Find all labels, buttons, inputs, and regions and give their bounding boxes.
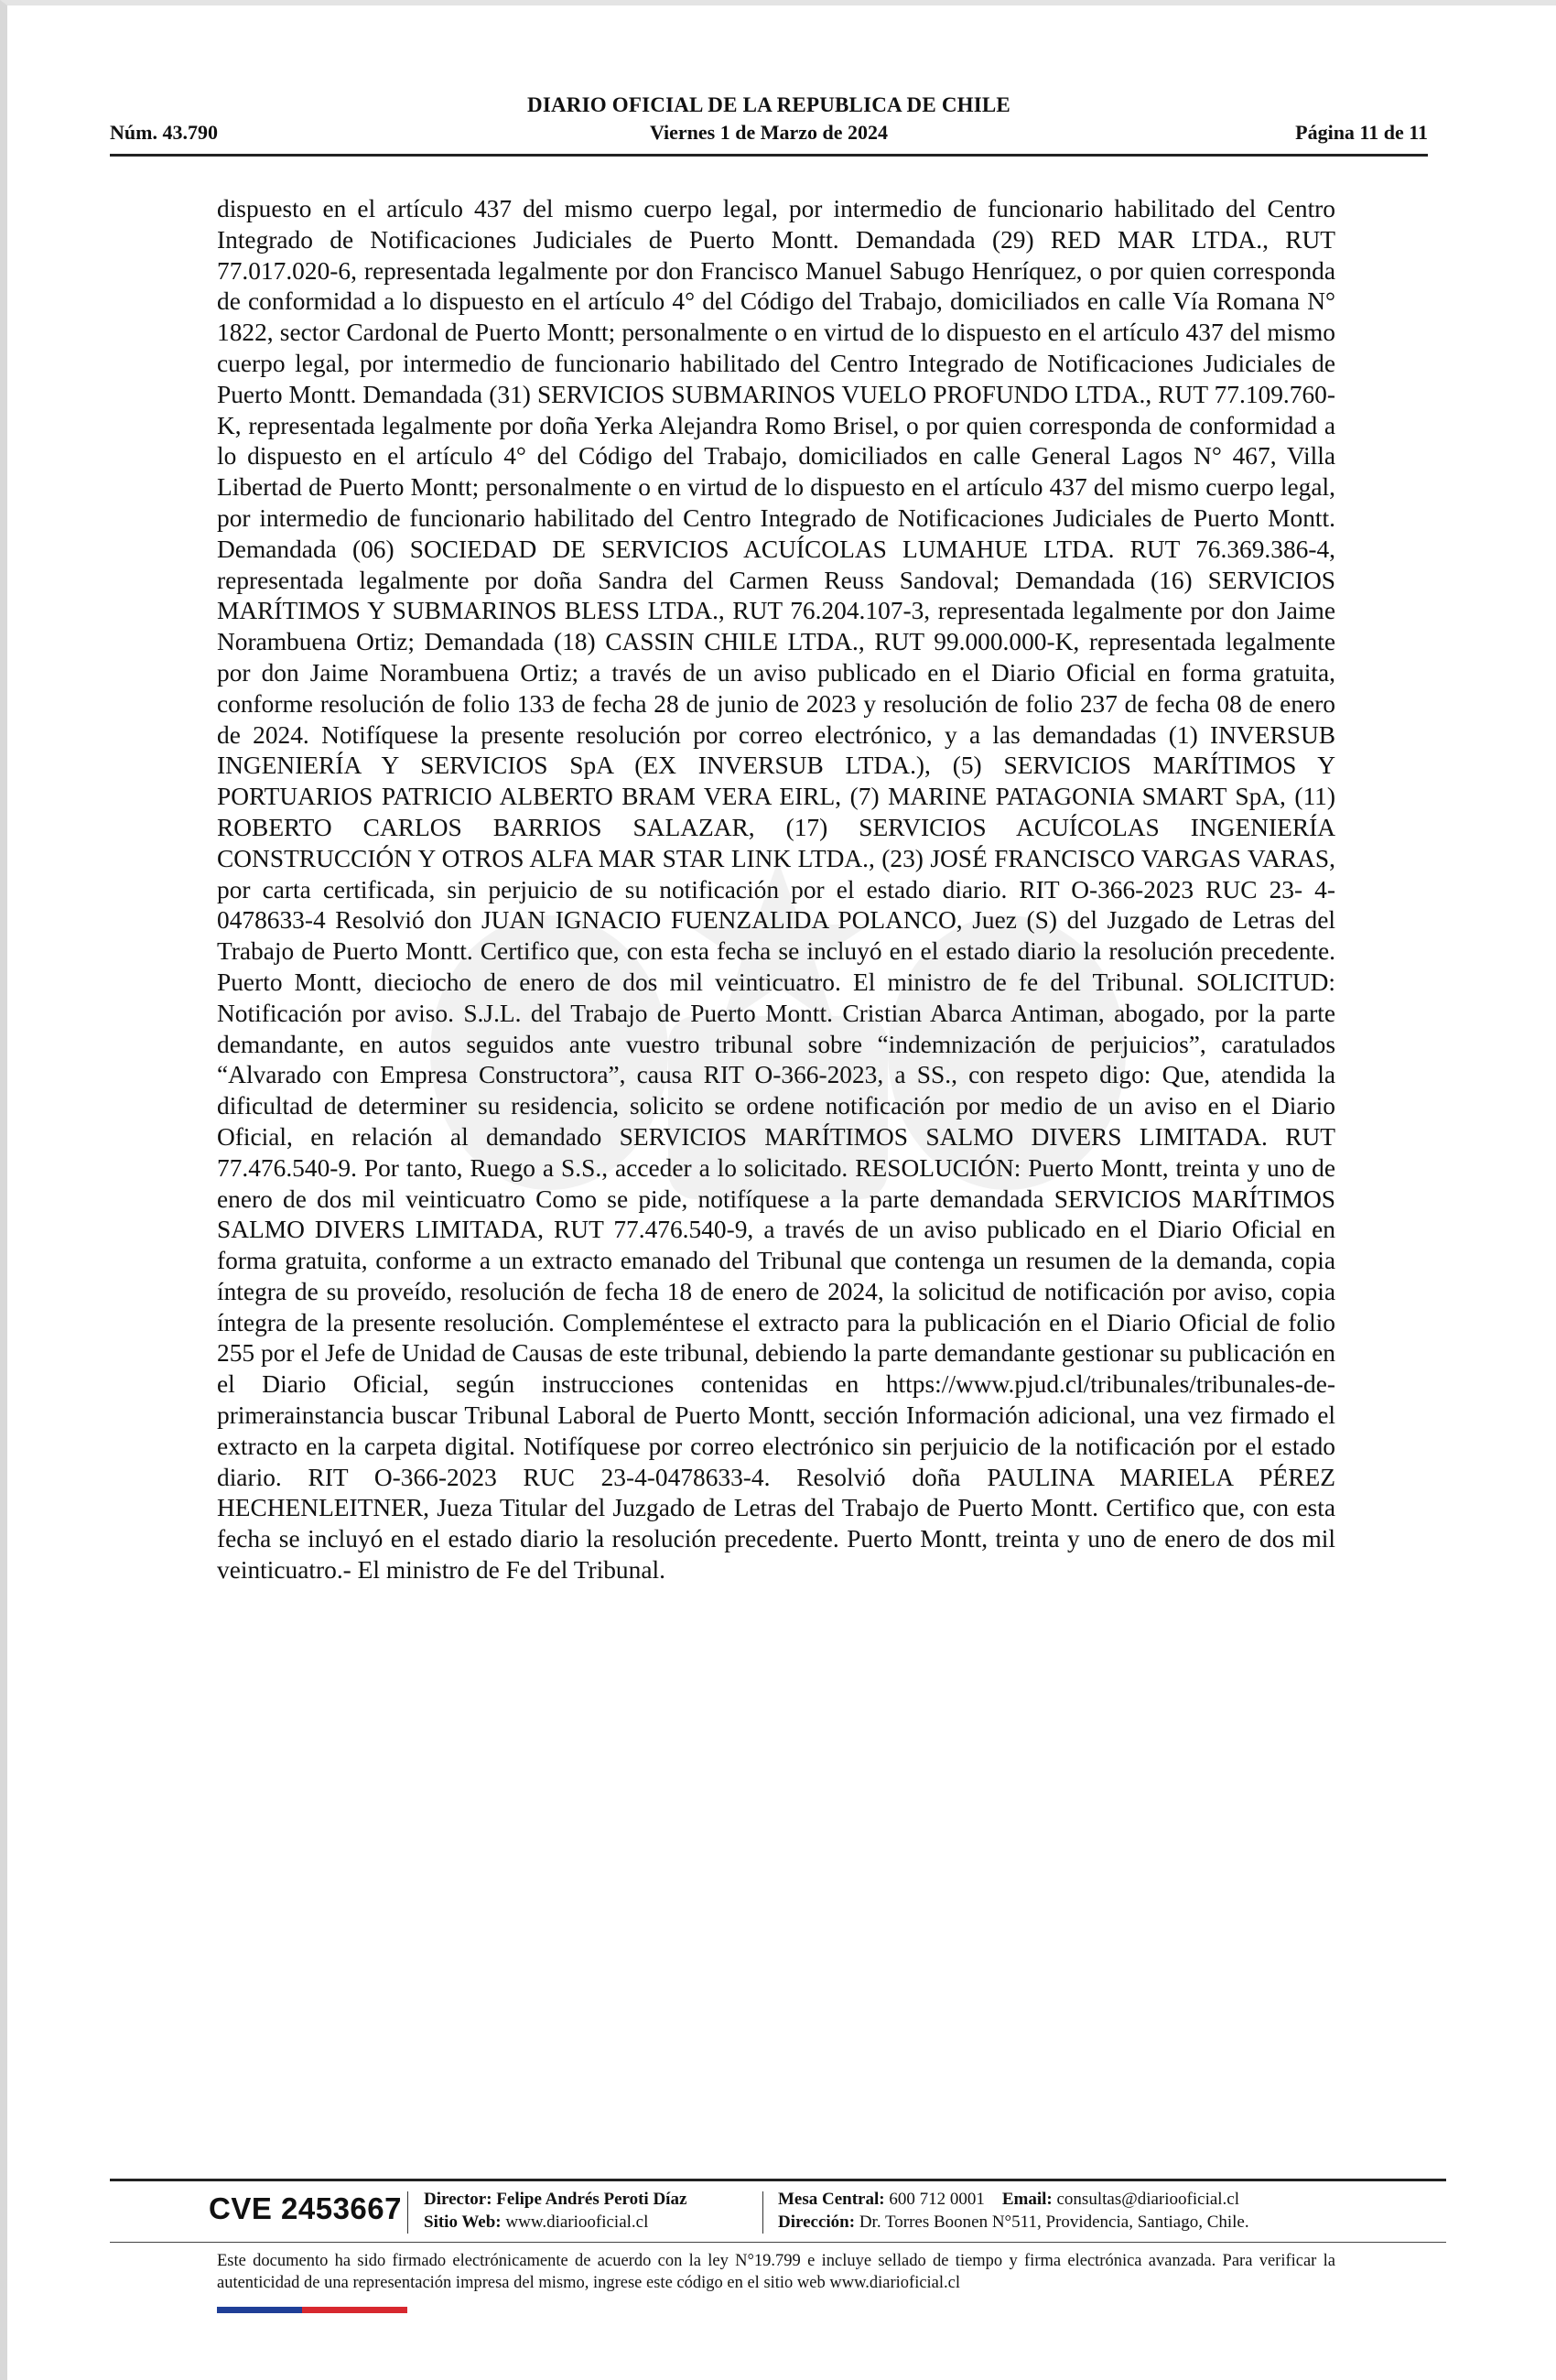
- address-label: Dirección:: [778, 2212, 856, 2232]
- issue-number: Núm. 43.790: [110, 121, 218, 144]
- phone-number: 600 712 0001: [889, 2190, 985, 2209]
- footer-contact-block: [778, 2188, 1249, 2234]
- page-number: Página 11 de 11: [1295, 121, 1428, 144]
- footer-director-block: [424, 2188, 686, 2234]
- director-name: Felipe Andrés Peroti Díaz: [496, 2190, 687, 2209]
- email-address[interactable]: consultas@diariooficial.cl: [1056, 2190, 1240, 2209]
- email-label: Email:: [1001, 2190, 1053, 2209]
- footer-divider-bottom: [110, 2242, 1446, 2243]
- address-value: Dr. Torres Boonen N°511, Providencia, Santiago, Chile.: [859, 2212, 1249, 2232]
- site-label: Sitio Web:: [424, 2212, 502, 2232]
- footer-separator: [407, 2191, 408, 2234]
- footer-separator: [762, 2191, 763, 2234]
- site-url[interactable]: www.diariooficial.cl: [505, 2212, 649, 2232]
- flag-bar-blue: [217, 2307, 302, 2313]
- notice-body-text: dispuesto en el artículo 437 del mismo cuerpo legal, por intermedio de funcionario habilitado del Centro Integrado de Notificaciones Judiciales de Puerto Montt. Demandada (29) RED MAR LTDA., RUT 77.017.020-6, representada legalmente por don Francisco Manuel Sabugo Henríquez, o por quien corresponda de conformidad a lo dispuesto en el artículo 4° del Código del Trabajo, domiciliados en calle Vía Romana N° 1822, sector Cardonal de Puerto Montt; personalmente o en virtud de lo dispuesto en el artículo 437 del mismo cuerpo legal, por intermedio de funcionario habilitado del Centro Integrado de Notificaciones Judiciales de Puerto Montt. Demandada (31) SERVICIOS SUBMARINOS VUELO PROFUNDO LTDA., RUT 77.109.760-K, representada legalmente por doña Yerka Alejandra Romo Brisel, o por quien corresponda de conformidad a lo dispuesto en el artículo 4° del Código del Trabajo, domiciliados en calle General Lagos N° 467, Villa Libertad de Puerto Montt; personalmente o en virtud de lo dispuesto en el artículo 437 del mismo cuerpo legal, por intermedio de funcionario habilitado del Centro Integrado de Notificaciones Judiciales de Puerto Montt. Demandada (06) SOCIEDAD DE SERVICIOS ACUÍCOLAS LUMAHUE LTDA. RUT 76.369.386-4, representada legalmente por doña Sandra del Carmen Reuss Sandoval; Demandada (16) SERVICIOS MARÍTIMOS Y SUBMARINOS BLESS LTDA., RUT 76.204.107-3, representada legalmente por don Jaime Norambuena Ortiz; Demandada (18) CASSIN CHILE LTDA., RUT 99.000.000-K, representada legalmente por don Jaime Norambuena Ortiz; a través de un aviso publicado en el Diario Oficial en forma gratuita, conforme resolución de folio 133 de fecha 28 de junio de 2023 y resolución de folio 237 de fecha 08 de enero de 2024. Notifíquese la presente resolución por correo electrónico, y a las demandadas (1) INVERSUB INGENIERÍA Y SERVICIOS SpA (EX INVERSUB LTDA.), (5) SERVICIOS MARÍTIMOS Y PORTUARIOS PATRICIO ALBERTO BRAM VERA EIRL, (7) MARINE PATAGONIA SMART SpA, (11) ROBERTO CARLOS BARRIOS SALAZAR, (17) SERVICIOS ACUÍCOLAS INGENIERÍA CONSTRUCCIÓN Y OTROS ALFA MAR STAR LINK LTDA., (23) JOSÉ FRANCISCO VARGAS VARAS, por carta certificada, sin perjuicio de su notificación por el estado diario. RIT O-366-2023 RUC 23- 4-0478633-4 Resolvió don JUAN IGNACIO FUENZALIDA POLANCO, Juez (S) del Juzgado de Letras del Trabajo de Puerto Montt. Certifico que, con esta fecha se incluyó en el estado diario la resolución precedente. Puerto Montt, dieciocho de enero de dos mil veinticuatro. El ministro de fe del Tribunal. SOLICITUD: Notificación por aviso. S.J.L. del Trabajo de Puerto Montt. Cristian Abarca Antiman, abogado, por la parte demandante, en autos seguidos ante vuestro tribunal sobre “indemnización de perjuicios”, caratulados “Alvarado con Empresa Constructora”, causa RIT O-366-2023, a SS., con respeto digo: Que, atendida la dificultad de determiner su residencia, solicito se ordene notificación por medio de un aviso en el Diario Oficial, en relación al demandado SERVICIOS MARÍTIMOS SALMO DIVERS LIMITADA. RUT 77.476.540-9. Por tanto, Ruego a S.S., acceder a lo solicitado. RESOLUCIÓN: Puerto Montt, treinta y uno de enero de dos mil veinticuatro Como se pide, notifíquese a la parte demandada SERVICIOS MARÍTIMOS SALMO DIVERS LIMITADA, RUT 77.476.540-9, a través de un aviso publicado en el Diario Oficial en forma gratuita, conforme a un extracto emanado del Tribunal que contenga un resumen de la demanda, copia íntegra de su proveído, resolución de fecha 18 de enero de 2024, la solicitud de notificación por aviso, copia íntegra de la presente resolución. Compleméntese el extracto para la publicación en el Diario Oficial de folio 255 por el Jefe de Unidad de Causas de este tribunal, debiendo la parte demandante gestionar su publicación en el Diario Oficial, según instrucciones contenidas en https://www.pjud.cl/tribunales/tribunales-de-primerainstancia buscar Tribunal Laboral de Puerto Montt, sección Información adicional, una vez firmado el extracto en la carpeta digital. Notifíquese por correo electrónico sin perjuicio de la notificación por el estado diario. RIT O-366-2023 RUC 23-4-0478633-4. Resolvió doña PAULINA MARIELA PÉREZ HECHENLEITNER, Jueza Titular del Juzgado de Letras del Trabajo de Puerto Montt. Certifico que, con esta fecha se incluyó en el estado diario la resolución precedente. Puerto Montt, treinta y uno de enero de dos mil veinticuatro.- El ministro de Fe del Tribunal.: [217, 195, 1335, 1585]
- cve-code: CVE 2453667: [209, 2191, 402, 2225]
- director-label: Director:: [424, 2190, 492, 2209]
- issue-date: Viernes 1 de Marzo de 2024: [649, 121, 889, 144]
- footer-divider-top: [110, 2179, 1446, 2181]
- gazette-title: DIARIO OFICIAL DE LA REPUBLICA DE CHILE: [527, 93, 1010, 116]
- flag-bar-red: [302, 2307, 407, 2313]
- page-header: [110, 93, 1428, 157]
- page-footer: [110, 2186, 1446, 2241]
- phone-label: Mesa Central:: [778, 2190, 885, 2209]
- header-divider: [110, 154, 1428, 157]
- flag-color-bar: [217, 2307, 407, 2313]
- electronic-signature-note: Este documento ha sido firmado electrónicamente de acuerdo con la ley N°19.799 e incluye sellado de tiempo y firma electrónica avanzada. Para verificar la autenticidad de una representación impresa del mismo, ingrese este código en el sitio web www.diarioficial.cl: [217, 2252, 1335, 2292]
